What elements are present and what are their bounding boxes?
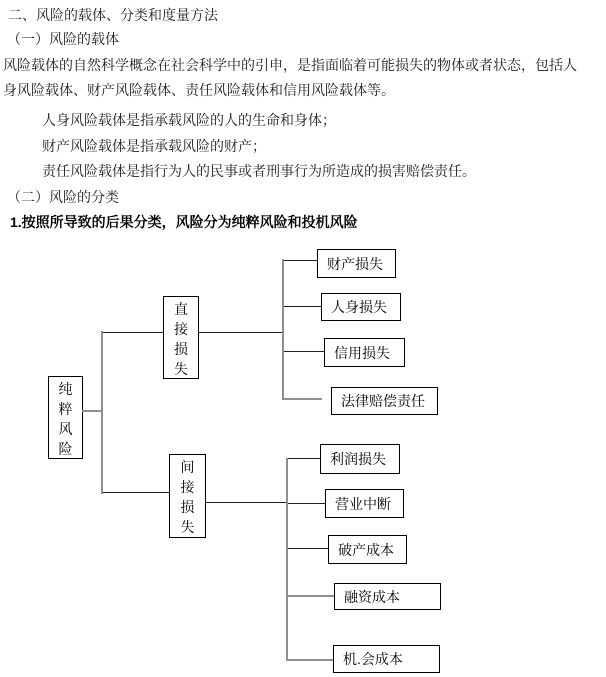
trunk-vertical-line [101, 331, 103, 494]
doc-title: 二、风险的载体、分类和度量方法 [8, 7, 218, 23]
node-profit-loss [320, 444, 400, 474]
node-financing-cost [334, 583, 441, 610]
direct-bracket-vertical [282, 259, 284, 400]
connector-personal-loss [284, 306, 321, 307]
node-personal-loss-label: 人身损失 [331, 299, 387, 315]
node-property-loss [317, 249, 396, 278]
node-indirect-loss [169, 454, 206, 538]
node-direct-loss [163, 296, 199, 379]
node-opportunity-cost [333, 645, 440, 673]
connector-direct-bracket [199, 332, 283, 333]
node-property-loss-label: 财产损失 [327, 255, 383, 272]
node-pure-risk [48, 376, 83, 459]
node-business-interruption [325, 489, 404, 518]
connector-trunk-direct [103, 332, 163, 333]
node-bankruptcy-cost [328, 535, 407, 564]
section1-paragraph-line1: 风险载体的自然科学概念在社会科学中的引申，是指面临着可能损失的物体或者状态，包括人 [3, 57, 577, 73]
connector-bankruptcy-cost [288, 548, 328, 549]
node-credit-loss [324, 338, 405, 367]
connector-legal-liability [284, 398, 322, 400]
connector-indirect-bracket [206, 502, 287, 503]
section1-item-2: 财产风险载体是指承载风险的财产； [42, 138, 266, 154]
node-bankruptcy-cost-label: 破产成本 [338, 541, 394, 558]
node-financing-cost-label: 融资成本 [344, 588, 400, 605]
section1-item-1: 人身风险载体是指承载风险的人的生命和身体； [42, 112, 336, 128]
node-direct-loss-label: 直接损失 [174, 301, 188, 377]
connector-trunk-indirect [103, 492, 169, 493]
node-indirect-loss-label: 间接损失 [180, 459, 195, 535]
connector-business-interruption [288, 503, 325, 504]
section1-heading: （一）风险的载体 [7, 31, 119, 47]
node-pure-risk-label: 纯粹风险 [58, 381, 73, 457]
node-personal-loss [321, 293, 401, 321]
connector-profit-loss [288, 458, 320, 459]
section1-paragraph-line2: 身风险载体、财产风险载体、责任风险载体和信用风险载体等。 [3, 82, 395, 98]
connector-opportunity-cost [288, 659, 333, 661]
section1-item-3: 责任风险载体是指行为人的民事或者刑事行为所造成的损害赔偿责任。 [42, 163, 476, 179]
connector-financing-cost [288, 595, 334, 597]
node-opportunity-cost-label: 机.会成本 [343, 651, 403, 667]
indirect-bracket-vertical [286, 458, 288, 661]
connector-property-loss [284, 260, 317, 261]
connector-root-trunk [82, 410, 102, 412]
node-credit-loss-label: 信用损失 [334, 344, 390, 361]
node-business-interruption-label: 营业中断 [335, 495, 391, 512]
node-legal-liability [331, 387, 438, 415]
node-profit-loss-label: 利润损失 [330, 451, 386, 467]
node-legal-liability-label: 法律赔偿责任 [341, 393, 425, 409]
connector-credit-loss [284, 351, 324, 352]
section2-heading: （二）风险的分类 [7, 189, 119, 205]
section2-subheading: 1.按照所导致的后果分类，风险分为纯粹风险和投机风险 [10, 214, 358, 230]
